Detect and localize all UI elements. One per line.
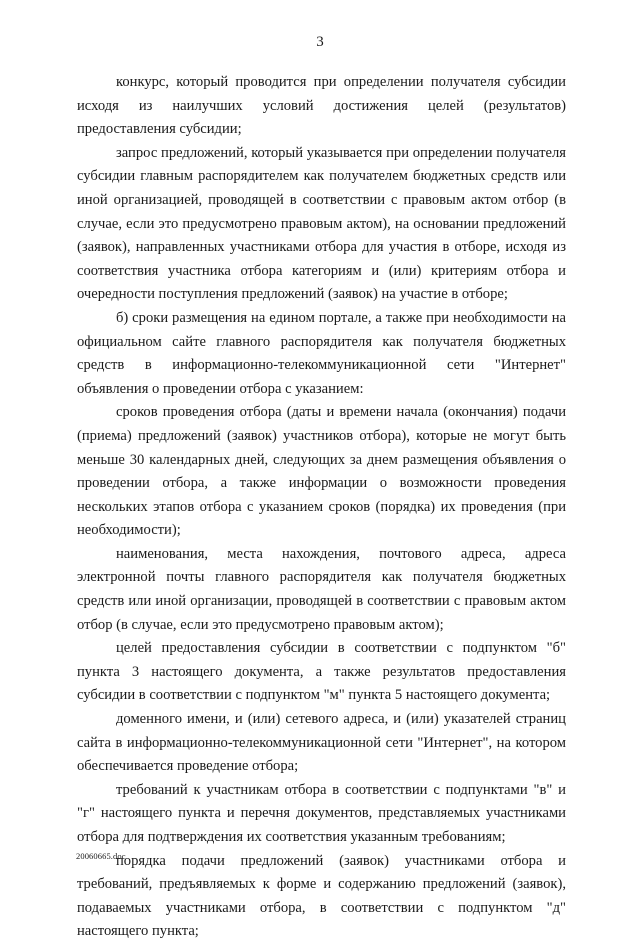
paragraph: наименования, места нахождения, почтового адреса, адреса электронной почты главного распорядителя как получателя бюджетных средств или иной организации, проводящей в соответствии с правовым актом отбор (в случае, если это предусмотрено правовым актом);	[77, 545, 566, 633]
document-body	[77, 71, 566, 944]
paragraph: доменного имени, и (или) сетевого адреса, и (или) указателей страниц сайта в информационно-телекоммуникационной сети "Интернет", на котором обеспечивается проведение отбора;	[77, 711, 566, 775]
paragraph: б) сроки размещения на едином портале, а также при необходимости на официальном сайте главного распорядителя как получателя бюджетных средств в информационно-телекоммуникационной сети "Интернет" объявления о проведении отбора с указанием:	[77, 309, 566, 397]
paragraph: конкурс, который проводится при определении получателя субсидии исходя из наилучших условий достижения целей (результатов) предоставления субсидии;	[77, 74, 566, 138]
paragraph: порядка подачи предложений (заявок) участниками отбора и требований, предъявляемых к форме и содержанию предложений (заявок), подаваемых участниками отбора, в соответствии с подпунктом "д" настоящего пункта;	[77, 852, 566, 940]
paragraph: сроков проведения отбора (даты и времени начала (окончания) подачи (приема) предложений (заявок) участников отбора), которые не могут быть меньше 30 календарных дней, следующих за днем размещения объявления о проведении отбора, а также информации о возможности проведения нескольких этапов отбора с указанием сроков (порядка) их проведения (при необходимости);	[77, 404, 566, 539]
document-footer: 20060665.doc	[76, 851, 126, 861]
page-number: 3	[316, 34, 324, 50]
paragraph: запрос предложений, который указывается при определении получателя субсидии главным распорядителем как получателем бюджетных средств или иной организацией, проводящей в соответствии с правовым актом отбор (в случае, если это предусмотрено правовым актом), на основании предложений (заявок), направленных участниками отбора для участия в отборе, исходя из соответствия участника отбора категориям и (или) критериям отбора и очередности поступления предложений (заявок) на участие в отборе;	[77, 144, 566, 303]
paragraph: целей предоставления субсидии в соответствии с подпунктом "б" пункта 3 настоящего документа, а также результатов предоставления субсидии в соответствии с подпунктом "м" пункта 5 настоящего документа;	[77, 640, 566, 704]
paragraph: требований к участникам отбора в соответствии с подпунктами "в" и "г" настоящего пункта и перечня документов, представляемых участниками отбора для подтверждения их соответствия указанным требованиям;	[77, 781, 566, 845]
